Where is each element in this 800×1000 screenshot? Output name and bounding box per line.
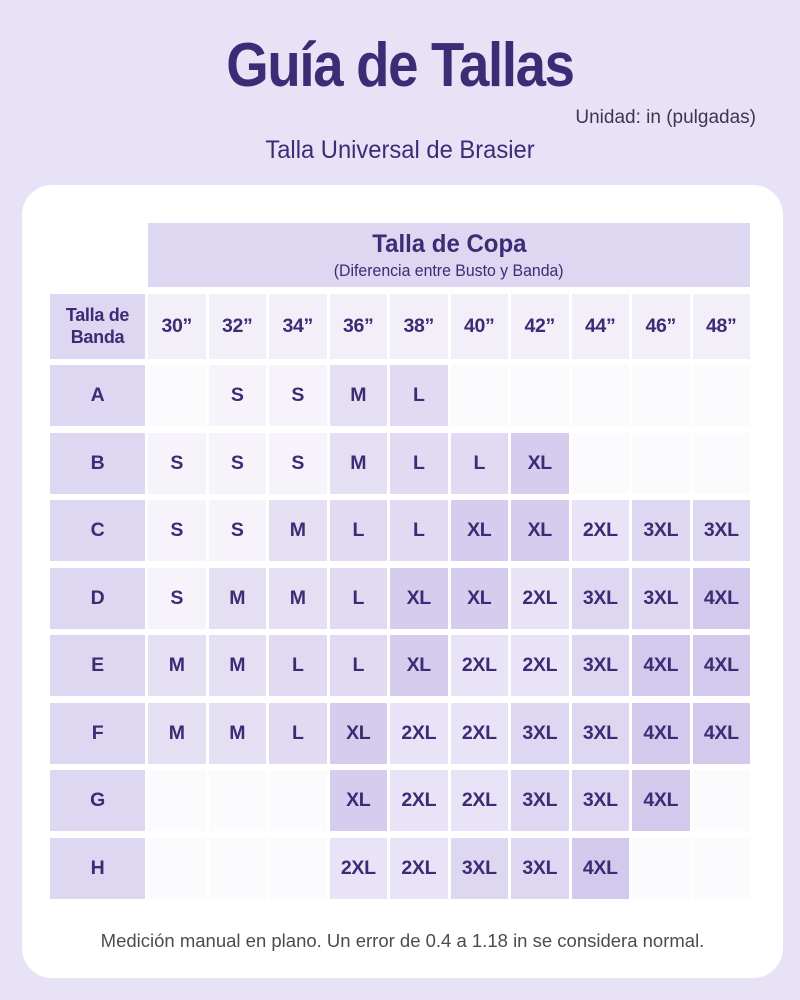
- size-cell-G-40in: 2XL: [451, 770, 509, 831]
- size-cell-C-32in: S: [209, 500, 267, 561]
- empty-cell-A-44in: [572, 365, 630, 426]
- size-cell-D-32in: M: [209, 568, 267, 629]
- size-cell-D-40in: XL: [451, 568, 509, 629]
- empty-cell-H-48in: [693, 838, 751, 899]
- column-header-46in: 46”: [632, 294, 690, 359]
- column-header-48in: 48”: [693, 294, 751, 359]
- band-row-label-F: F: [50, 703, 145, 764]
- size-cell-D-30in: S: [148, 568, 206, 629]
- size-cell-C-42in: XL: [511, 500, 569, 561]
- size-cell-A-36in: M: [330, 365, 388, 426]
- size-cell-B-40in: L: [451, 433, 509, 494]
- size-cell-C-48in: 3XL: [693, 500, 751, 561]
- column-header-44in: 44”: [572, 294, 630, 359]
- unit-note: Unidad: in (pulgadas): [575, 107, 756, 128]
- size-cell-E-38in: XL: [390, 635, 448, 696]
- size-cell-G-42in: 3XL: [511, 770, 569, 831]
- empty-cell-G-32in: [209, 770, 267, 831]
- band-row-label-C: C: [50, 500, 145, 561]
- size-cell-E-44in: 3XL: [572, 635, 630, 696]
- size-cell-F-34in: L: [269, 703, 327, 764]
- size-cell-C-40in: XL: [451, 500, 509, 561]
- size-cell-D-46in: 3XL: [632, 568, 690, 629]
- empty-cell-A-46in: [632, 365, 690, 426]
- size-cell-E-48in: 4XL: [693, 635, 751, 696]
- size-cell-G-46in: 4XL: [632, 770, 690, 831]
- size-cell-E-40in: 2XL: [451, 635, 509, 696]
- empty-cell-G-48in: [693, 770, 751, 831]
- empty-cell-G-34in: [269, 770, 327, 831]
- size-cell-F-44in: 3XL: [572, 703, 630, 764]
- column-header-36in: 36”: [330, 294, 388, 359]
- size-cell-D-36in: L: [330, 568, 388, 629]
- page-subtitle: Talla Universal de Brasier: [265, 136, 535, 164]
- size-cell-F-38in: 2XL: [390, 703, 448, 764]
- cup-size-subtitle: (Diferencia entre Busto y Banda): [334, 261, 564, 280]
- empty-cell-A-40in: [451, 365, 509, 426]
- size-cell-H-36in: 2XL: [330, 838, 388, 899]
- cup-size-title: Talla de Copa: [371, 229, 527, 258]
- size-cell-A-38in: L: [390, 365, 448, 426]
- empty-cell-H-46in: [632, 838, 690, 899]
- size-cell-H-40in: 3XL: [451, 838, 509, 899]
- band-row-label-B: B: [50, 433, 145, 494]
- size-cell-F-42in: 3XL: [511, 703, 569, 764]
- size-cell-B-42in: XL: [511, 433, 569, 494]
- size-cell-D-44in: 3XL: [572, 568, 630, 629]
- size-cell-C-44in: 2XL: [572, 500, 630, 561]
- empty-cell-B-46in: [632, 433, 690, 494]
- size-cell-C-34in: M: [269, 500, 327, 561]
- size-cell-A-32in: S: [209, 365, 267, 426]
- size-cell-F-30in: M: [148, 703, 206, 764]
- size-cell-G-38in: 2XL: [390, 770, 448, 831]
- size-cell-B-32in: S: [209, 433, 267, 494]
- size-cell-E-30in: M: [148, 635, 206, 696]
- size-cell-F-46in: 4XL: [632, 703, 690, 764]
- column-header-42in: 42”: [511, 294, 569, 359]
- empty-cell-H-32in: [209, 838, 267, 899]
- size-cell-H-44in: 4XL: [572, 838, 630, 899]
- size-cell-B-36in: M: [330, 433, 388, 494]
- cup-size-header: [148, 223, 750, 287]
- band-row-label-D: D: [50, 568, 145, 629]
- size-cell-C-30in: S: [148, 500, 206, 561]
- band-row-label-H: H: [50, 838, 145, 899]
- size-cell-B-34in: S: [269, 433, 327, 494]
- empty-cell-A-48in: [693, 365, 751, 426]
- band-size-header: Talla de Banda: [50, 294, 145, 359]
- size-cell-F-32in: M: [209, 703, 267, 764]
- empty-cell-G-30in: [148, 770, 206, 831]
- size-cell-F-48in: 4XL: [693, 703, 751, 764]
- band-row-label-E: E: [50, 635, 145, 696]
- size-cell-E-34in: L: [269, 635, 327, 696]
- column-header-30in: 30”: [148, 294, 206, 359]
- empty-cell-H-34in: [269, 838, 327, 899]
- size-cell-E-46in: 4XL: [632, 635, 690, 696]
- size-cell-D-48in: 4XL: [693, 568, 751, 629]
- size-cell-G-44in: 3XL: [572, 770, 630, 831]
- column-header-34in: 34”: [269, 294, 327, 359]
- size-cell-D-42in: 2XL: [511, 568, 569, 629]
- empty-cell-A-42in: [511, 365, 569, 426]
- size-cell-D-38in: XL: [390, 568, 448, 629]
- page-title: Guía de Tallas: [226, 31, 574, 100]
- size-cell-E-36in: L: [330, 635, 388, 696]
- empty-cell-H-30in: [148, 838, 206, 899]
- size-cell-H-42in: 3XL: [511, 838, 569, 899]
- size-cell-C-46in: 3XL: [632, 500, 690, 561]
- size-cell-F-36in: XL: [330, 703, 388, 764]
- measurement-note: Medición manual en plano. Un error de 0.4 a 1.18 in se considera normal.: [100, 930, 705, 951]
- column-header-38in: 38”: [390, 294, 448, 359]
- size-cell-C-36in: L: [330, 500, 388, 561]
- size-cell-B-30in: S: [148, 433, 206, 494]
- corner-spacer: [50, 223, 145, 287]
- size-cell-H-38in: 2XL: [390, 838, 448, 899]
- band-row-label-G: G: [50, 770, 145, 831]
- size-chart-table: [50, 223, 750, 899]
- column-header-32in: 32”: [209, 294, 267, 359]
- empty-cell-A-30in: [148, 365, 206, 426]
- empty-cell-B-44in: [572, 433, 630, 494]
- size-chart-card: [22, 185, 783, 978]
- size-cell-F-40in: 2XL: [451, 703, 509, 764]
- size-cell-E-32in: M: [209, 635, 267, 696]
- column-header-40in: 40”: [451, 294, 509, 359]
- size-cell-E-42in: 2XL: [511, 635, 569, 696]
- size-cell-A-34in: S: [269, 365, 327, 426]
- size-cell-D-34in: M: [269, 568, 327, 629]
- band-row-label-A: A: [50, 365, 145, 426]
- empty-cell-B-48in: [693, 433, 751, 494]
- size-cell-G-36in: XL: [330, 770, 388, 831]
- size-cell-C-38in: L: [390, 500, 448, 561]
- size-cell-B-38in: L: [390, 433, 448, 494]
